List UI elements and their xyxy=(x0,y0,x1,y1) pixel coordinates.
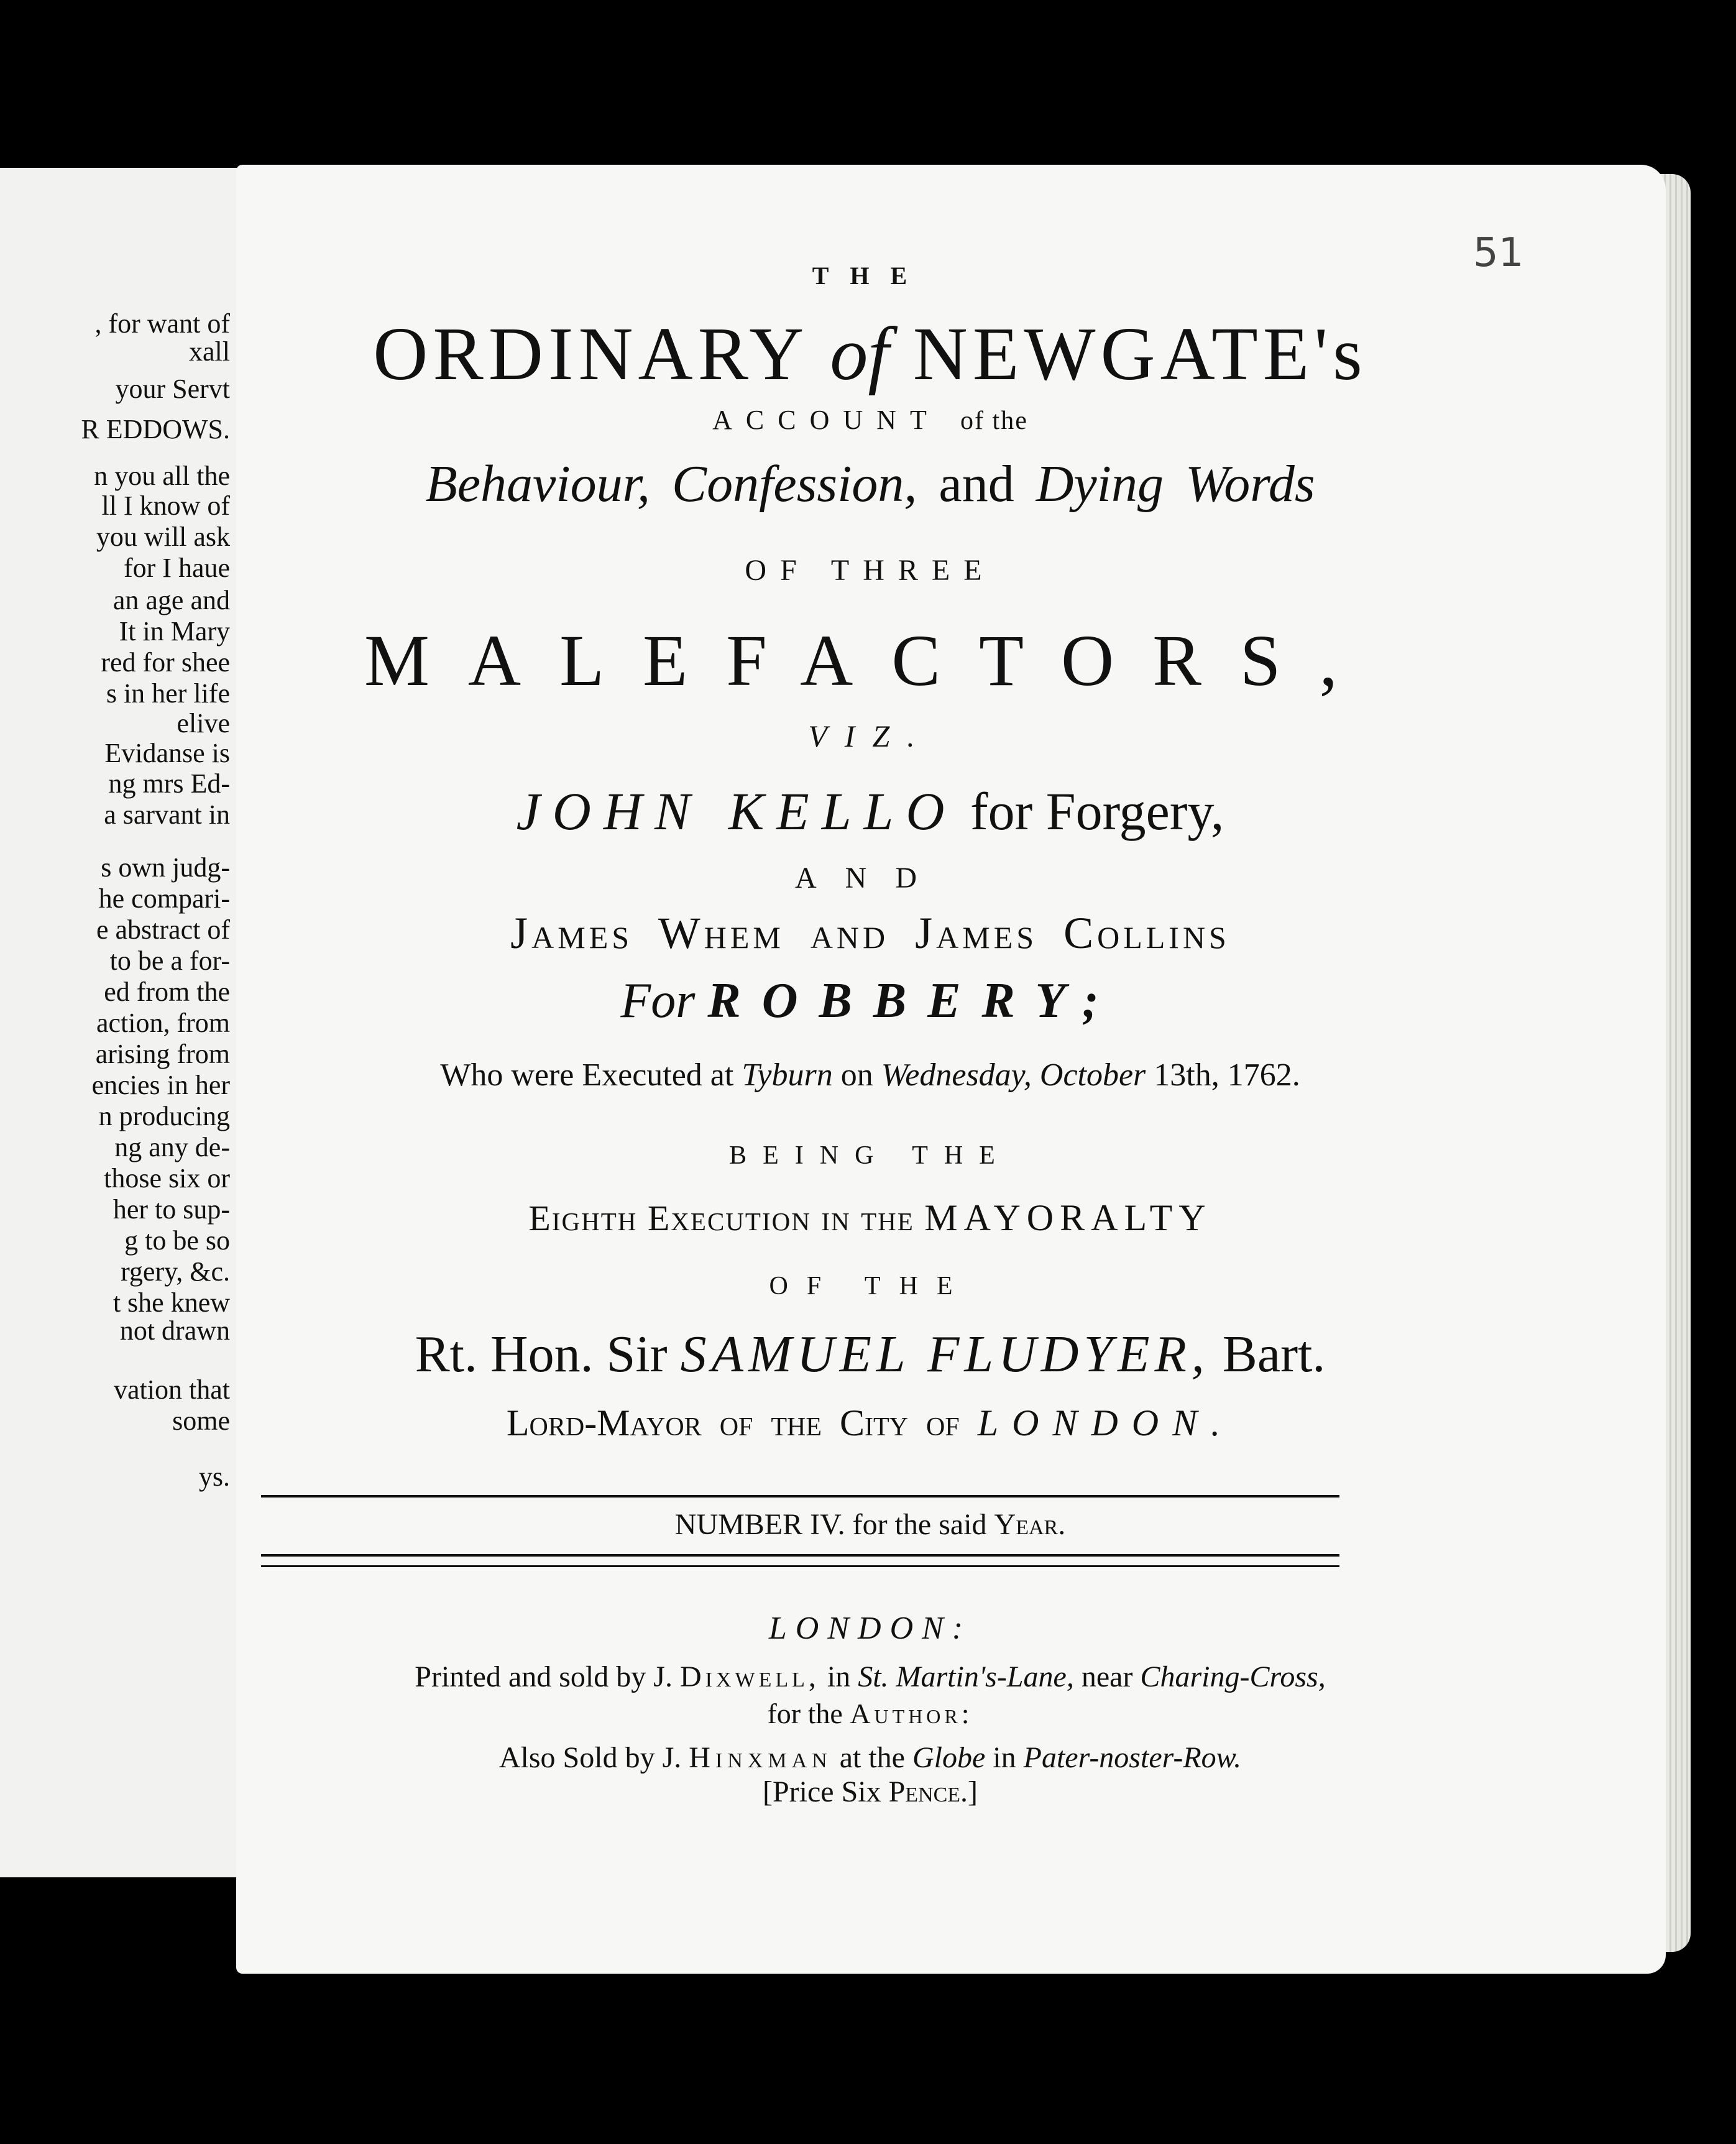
facing-page-line: not drawn xyxy=(119,1315,230,1346)
title-the: THE xyxy=(812,262,929,290)
facing-page-line: a sarvant in xyxy=(104,799,230,830)
wednesday: Wednesday, October xyxy=(881,1057,1146,1093)
facing-page-line: arising from xyxy=(95,1039,230,1069)
london-caps: LONDON. xyxy=(977,1402,1234,1443)
rule-mid xyxy=(261,1554,1339,1557)
author-word: Author: xyxy=(850,1698,973,1729)
pater-noster-row: Pater-noster-Row. xyxy=(1023,1741,1242,1774)
also-sold-line xyxy=(249,1741,1492,1775)
title-of: of xyxy=(830,312,889,396)
confession-word: Confession, xyxy=(672,455,917,513)
title-newgates: NEWGATE's xyxy=(912,312,1367,396)
number-line xyxy=(249,1507,1492,1542)
fludyer-line xyxy=(249,1324,1492,1384)
mayoralty: MAYORALTY xyxy=(924,1197,1212,1238)
viz: VIZ. xyxy=(808,719,932,753)
in-word-2: in xyxy=(993,1741,1016,1774)
of-the-caps: OF THE xyxy=(769,1272,971,1300)
facing-page-line: encies in her xyxy=(91,1070,230,1100)
facing-page-line: action, from xyxy=(96,1008,230,1038)
author-line xyxy=(249,1697,1492,1730)
lord-mayor: Lord-Mayor xyxy=(506,1402,702,1443)
of-the-city: of the City of xyxy=(719,1402,960,1443)
facing-page-line: some xyxy=(172,1406,230,1436)
facing-page-line: you will ask xyxy=(96,522,230,552)
and-word: and xyxy=(939,455,1014,513)
facing-page-line: xall xyxy=(189,336,230,367)
facing-page-line: e abstract of xyxy=(96,914,230,945)
also-sold: Also Sold by J. xyxy=(498,1741,682,1774)
for-word: For xyxy=(620,973,696,1028)
pence-word: Pence.] xyxy=(888,1775,978,1808)
eighth-execution: Eighth Execution xyxy=(528,1198,811,1238)
and-caps: AND xyxy=(795,862,945,895)
facing-page-line: ng mrs Ed- xyxy=(108,768,230,799)
facing-page-line: for I haue xyxy=(123,553,230,583)
printed-by: Printed and sold by J. xyxy=(415,1660,673,1693)
st-martins: St. Martin's-Lane, xyxy=(858,1660,1074,1693)
kello-line xyxy=(249,780,1492,842)
folio-number: 51 xyxy=(1473,230,1524,276)
facing-page-line: It in Mary xyxy=(119,616,230,646)
behaviour-word: Behaviour, xyxy=(425,455,651,513)
who-were: Who were Executed at xyxy=(440,1057,734,1093)
facing-page-line: those six or xyxy=(104,1163,230,1194)
bart: Bart. xyxy=(1222,1325,1326,1383)
james-line: James Whem and James Collins xyxy=(510,908,1230,958)
of-the-word: of the xyxy=(960,407,1028,435)
rt-hon: Rt. Hon. Sir xyxy=(415,1325,668,1383)
facing-page-line: s own judg- xyxy=(101,852,230,883)
rule-top xyxy=(261,1495,1339,1498)
robbery-word: ROBBERY; xyxy=(707,973,1120,1028)
facing-page-line: , for want of xyxy=(94,308,230,339)
facing-page-line: elive xyxy=(177,708,230,738)
account-word: ACCOUNT xyxy=(712,405,940,435)
printed-line xyxy=(249,1660,1492,1694)
facing-page-line: to be a for- xyxy=(109,945,230,976)
facing-page-line: R EDDOWS. xyxy=(81,414,230,444)
samuel-fludyer: SAMUEL FLUDYER, xyxy=(680,1325,1210,1383)
imprint-london: LONDON: xyxy=(768,1611,972,1646)
facing-page-line: he compari- xyxy=(98,883,230,914)
price-line xyxy=(249,1775,1492,1809)
john-kello: JOHN KELLO xyxy=(516,781,957,841)
facing-page-line: ng any de- xyxy=(114,1132,230,1162)
being-the: BEING THE xyxy=(729,1141,1011,1170)
facing-page-line: your Servt xyxy=(115,374,230,404)
of-three: OF THREE xyxy=(745,554,996,587)
price-text: [Price Six xyxy=(762,1775,881,1808)
facing-page-line: an age and xyxy=(113,585,230,615)
near-word: near xyxy=(1081,1660,1133,1693)
hinxman: Hinxman xyxy=(689,1741,832,1774)
facing-page-line: ys. xyxy=(198,1461,230,1492)
dixwell: Dixwell, xyxy=(679,1660,820,1693)
number-text: NUMBER IV. for the said xyxy=(674,1508,987,1541)
lord-mayor-line xyxy=(249,1402,1492,1445)
facing-page xyxy=(0,168,251,1877)
title-ordinary-line xyxy=(249,311,1492,398)
eighth-line xyxy=(249,1197,1492,1240)
behaviour-line xyxy=(249,454,1492,514)
rule-bottom xyxy=(261,1565,1339,1567)
malefactors: MALEFACTORS, xyxy=(364,620,1377,701)
in-the: in the xyxy=(821,1198,914,1238)
facing-page-line: red for shee xyxy=(101,647,230,678)
facing-page-line: g to be so xyxy=(124,1225,230,1256)
dying-words: Dying Words xyxy=(1036,455,1315,513)
facing-page-line: s in her life xyxy=(106,678,230,709)
for-the: for the xyxy=(767,1698,843,1729)
account-line xyxy=(249,404,1492,436)
in-word: in xyxy=(827,1660,851,1693)
for-forgery: for Forgery, xyxy=(970,781,1224,841)
facing-page-line: t she knew xyxy=(113,1287,230,1318)
tyburn: Tyburn xyxy=(742,1057,833,1093)
executed-line xyxy=(249,1057,1492,1093)
charing-cross: Charing-Cross, xyxy=(1140,1660,1326,1693)
at-the: at the xyxy=(839,1741,905,1774)
facing-page-line: Evidanse is xyxy=(104,738,230,768)
on-word: on xyxy=(840,1057,873,1093)
facing-page-line: ll I know of xyxy=(101,490,230,521)
robbery-line xyxy=(249,973,1492,1029)
facing-page-line: n producing xyxy=(98,1101,230,1131)
facing-page-line: rgery, &c. xyxy=(121,1256,230,1287)
facing-page-line: n you all the xyxy=(94,461,230,491)
facing-page-line: her to sup- xyxy=(113,1194,230,1225)
facing-page-line: vation that xyxy=(114,1374,230,1405)
facing-page-line: ed from the xyxy=(104,977,230,1007)
date: 13th, 1762. xyxy=(1154,1057,1300,1093)
globe: Globe xyxy=(912,1741,986,1774)
title-ordinary: ORDINARY xyxy=(373,312,806,396)
year-word: Year. xyxy=(994,1508,1066,1541)
